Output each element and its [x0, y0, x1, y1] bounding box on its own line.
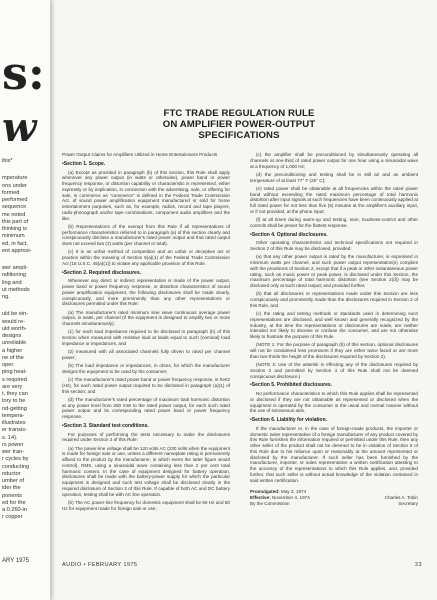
title-line: FTC TRADE REGULATION RULE [163, 108, 315, 119]
facing-page-line: conducting [2, 463, 30, 470]
facing-page-sliver [0, 0, 51, 600]
note: (NOTE 2: Use of the asterisk in effecting any of the disclosures required by Section 2 and permitted by Section 4 of this Rule shall not be deemed conspicuous disclosure.) [250, 362, 418, 379]
title-line: SPECIFICATIONS [198, 130, 280, 141]
paragraph: (b) The load impedance or impedances, in ohms, for which the manufacturer designs the equipment to be used by the consumer; [62, 363, 230, 374]
facing-page-line: ider the [2, 485, 21, 492]
paragraph: (d) the preconditioning and testing shall be in still air and an ambient temperature of at least 77° F (25° C); [250, 171, 418, 183]
facing-page-line [2, 165, 50, 175]
section-heading: • Section 6. Liability for violation. [250, 418, 418, 424]
paragraph: (c) the rating and testing methods or standards used in determining such representations are disclosed, and well known and generally recognized by the industry, at the time the representations or disclosures are made, are neither intended nor likely to deceive or confuse the consumer, and are not otherwise likely to frustrate the purpose of this Rule. [250, 311, 418, 339]
facing-page-line: formed [2, 189, 20, 196]
document-page [54, 0, 437, 600]
promulgation-block [250, 489, 418, 506]
facing-page-line: uld worth- [2, 325, 27, 332]
facing-page-line: tory to be [2, 398, 26, 405]
facing-page-line: wer ampli- [2, 265, 28, 271]
paragraph: (a) Except as provided in paragraph (b) of this section, this Rule shall apply whenever any power output (in watts or otherwise), power band or power frequency response, or distortion capability or characteristic is represented, either expressly or by implication, in connection with the advertising, sale, or offering for sale, in commerce as "commerce" is defined in the Federal Trade Commission Act, of sound power amplification equipment manufactured or sold for home entertainment purposes, such as, for example, radios, record and tape players, radio-phonograph and/or tape combinations, component audio amplifiers and the like. [62, 169, 230, 221]
paragraph: For purposes of performing the tests necessary to make the disclosures required under Section 2 of this Rule: [62, 431, 230, 443]
facing-page-line: umber of [2, 478, 25, 484]
page-number: 23 [414, 562, 422, 568]
signature-row [250, 501, 418, 507]
signer-name: Charles A. Tobin [384, 495, 418, 500]
paragraph: (c) The manufacturer's rated power band or power frequency response, in hertz (Hz), for each rated power output required to be disclosed in paragraph (a)(1) of this section; and [62, 377, 230, 394]
facing-page-line: s. 14). [2, 434, 18, 441]
facing-page-line: are very [2, 383, 23, 390]
right-column [250, 152, 418, 507]
paragraph: (d) The manufacturer's rated percentage of maximum total harmonic distortion at any power level from 250 mW to the rated power output, for each such rated power output and its corresponding rated power band or power frequency response. [62, 396, 230, 419]
facing-page-line: ed for the [2, 499, 26, 506]
paragraph: (c) the amplifier shall be preconditioned by simultaneously operating all channels at one-third of rated power output for one hour using a sinusoidal wave at a frequency of 1,000 Hz; [250, 152, 418, 169]
facing-page-footer: ARY 1975 [2, 558, 30, 564]
paragraph: (b) The AC power-line frequency for domestic equipment shall be 60 Hz and 50 Hz for equipment made for foreign sale or use; [62, 499, 230, 511]
facing-page-line: ibis* [2, 158, 13, 164]
rule-subtitle: Power Output Claims for Amplifiers Utilized in Home Entertainment Products [62, 152, 218, 157]
facing-page-line: uld be ein- [2, 311, 29, 318]
promulgated-label: Promulgated: [250, 489, 280, 495]
facing-page-line: a 0.260-in [2, 507, 27, 513]
magazine-issue: AUDIO • FEBRUARY 1975 [62, 562, 138, 568]
facing-page-line: designs [2, 333, 22, 339]
facing-page-large-italic: w [2, 104, 37, 151]
section-heading: • Section 3. Standard test conditions. [62, 424, 230, 430]
facing-page-line: tempera- [2, 412, 25, 419]
paragraph: (a) The manufacturer's rated minimum sine wave continuous average power output, in watts, per channel (if the equipment is designed to amplify two or more channels simultaneously); [62, 309, 230, 326]
facing-page-line: ping heat- [2, 369, 27, 376]
facing-page-line: a higher [2, 347, 23, 354]
effective-label: Effective: [250, 495, 271, 500]
page-footer [62, 562, 422, 568]
paragraph: If the manufacturer or, in the case of foreign-made products, the importer or domestic sales representative of a foreign manufacturer of any product covered by this Rule furnishes the information required or permitted under this Rule, then any other seller of the product shall not be deemed to be in violation of Section 5 of this Rule due to his reliance upon or reasonably at the amount represented or disclosed by the manufacturer. If such seller has been furnished by the manufacturer, importer, or sales representative a written certification attesting to the accuracy of the representations to which this Rule applies, and, provided further, that such seller is without actual knowledge of the violation contained in said written certification. [250, 425, 418, 483]
paragraph: (c) It is an unfair method of competition and an unfair or deceptive act or practice within the meaning of Section 5(a)(1) of the Federal Trade Commission Act (15 U.S.C. 45(a)(1)) to violate any applicable provision of this Rule. [62, 249, 230, 266]
facing-page-line: unreliable [2, 340, 27, 347]
paragraph: Other operating characteristics and technical specifications not required in Section 2 of this Rule may be disclosed, provided: [250, 240, 418, 251]
facing-page-line: ent approxi- [2, 247, 32, 254]
facing-page-line [2, 301, 50, 311]
facing-page-line: r copper [2, 514, 23, 521]
note: (NOTE 1: For the purpose of paragraph (b) of this section, optional disclosures will not be considered less prominent if they are either twice faced or are more than two-thirds the height of the disclosures required by Section 2). [250, 342, 418, 359]
facing-page-line: me noted [2, 211, 26, 218]
paragraph: (2) measured with all associated channels fully driven to rated per channel power; [62, 349, 230, 360]
facing-page-line: er transis- [2, 427, 27, 434]
facing-page-line: minimum [2, 233, 25, 240]
section-heading: • Section 2. Required disclosures. [62, 271, 230, 277]
effective-date: November 4, 1974 [271, 495, 310, 500]
facing-page-line: ling and [2, 279, 22, 286]
paragraph: (b) that all disclosures or representations made under this Section are less conspicuously and prominently made than the disclosures required in Section 2 of this Rule, and [250, 291, 418, 308]
section-heading: • Section 4. Optional disclosures. [250, 233, 418, 239]
facing-page-line: rs power [2, 441, 24, 448]
facing-page-line: nditioning [2, 272, 26, 279]
section-heading: • Section 1. Scope. [62, 162, 230, 168]
facing-page-line: nd-getting [2, 405, 27, 412]
facing-page-line: ng. [2, 294, 10, 300]
facing-page-line: wer tran- [2, 449, 25, 455]
paragraph: (b) Representations of the exempt from this Rule if all representations of performance characteristics referred to in paragraph (a) of this section clearly and conspicuously disclose a manufacturer's rated power output and that rated output does not exceed two (2) watts (per channel or total). [62, 223, 230, 246]
facing-page-line: ponents [2, 492, 22, 499]
facing-page-line: s required [2, 376, 27, 383]
paragraph: Whenever any direct or indirect representation is made of the power output, power band or power frequency response, or distortion characteristics of sound power amplification equipment, the following disclosures shall be made clearly, conspicuously, and more prominently than any other representations or disclosures permitted under this Rule: [62, 278, 230, 307]
paragraph: (a) that any other power output is rated by the manufacturer, is expressed in minimum watts per channel, and such power output representation(s) complies with the provisions of Section 2, except that if a peak or other instantaneous power rating, such as music power or peak power, is disclosed under this Section, the maximum percentage of total harmonic distortion (see Section 2(d)) may be disclosed only at such rated output; and provided further, [250, 254, 418, 288]
left-column [62, 152, 230, 514]
facing-page-line: sequence [2, 204, 27, 211]
facing-page-line: ne of the [2, 354, 24, 361]
facing-page-line: oper. [2, 362, 15, 368]
paragraph: No performance characteristics to which this Rule applies shall be represented or disclosed if they are not obtainable as represented or disclosed when the equipment is operated by the consumer in the usual and normal manner without the use of extraneous aids. [250, 391, 418, 414]
paragraph: (e) rated power shall be obtainable at all frequencies within the rated power band without exceeding the rated maximum percentage of total harmonic distortion after input signals at such frequencies have been continuously applied at full rated power for not less than five (5) minutes at the amplifier's auxiliary input, or if not provided, at the phono input; [250, 185, 418, 214]
facing-page-line: thinking is [2, 226, 27, 232]
signer-title: Secretary [398, 500, 418, 506]
facing-page-text-fragments [2, 158, 50, 522]
facing-page-line: performed [2, 197, 28, 203]
section-heading: • Section 5. Prohibited disclosures. [250, 383, 418, 389]
promulgated-date: May 3, 1974 [280, 489, 307, 495]
article-title [54, 108, 424, 141]
paragraph: (1) for each load impedance required to be disclosed in paragraph (b) of this section when measured with resistive load at loads equal to such (nominal) load impedance or impedances, and [62, 329, 230, 346]
facing-page-line: illustrates [2, 420, 26, 426]
facing-page-line: nductor [2, 470, 21, 477]
facing-page-large-letters: s: [2, 46, 45, 100]
facing-page-line: ut methods [2, 286, 30, 293]
facing-page-line: would re- [2, 318, 26, 325]
by-the-commission: By the Commission [250, 500, 290, 506]
title-line: ON AMPLIFIER POWER-OUTPUT [162, 119, 316, 130]
facing-page-line: r cycles by [2, 456, 29, 463]
facing-page-line: ons under [2, 182, 27, 189]
facing-page-line: t, they can [2, 391, 28, 397]
facing-page-line: ed, in fact, [2, 240, 28, 247]
paragraph: (f) at all times during warm-up and testing, tone, loudness-control and other controls shall be preset for the flattest response. [250, 217, 418, 228]
facing-page-line: mperature [2, 175, 28, 182]
paragraph: (a) The power-line voltage shall be 120 volts AC (230 volts when the equipment is made for foreign sale or use, unless a different nameplate rating is permanently affixed to the product by the manufacturer, in which event the latter figure would control), RMS, using a sinusoidal wave containing less than 2 per cent total harmonic content. In the case of equipment designed for battery operation, disclosures shall be made with the battery-power supply for which the particular equipment is designed and such test voltage shall be disclosed clearly in the required disclosure of Section 2 of this Rule. If capable of both AC and DC battery operation, testing shall be with AC line operation. [62, 445, 230, 497]
facing-page-line [2, 255, 50, 265]
facing-page-line: this part of [2, 218, 29, 225]
